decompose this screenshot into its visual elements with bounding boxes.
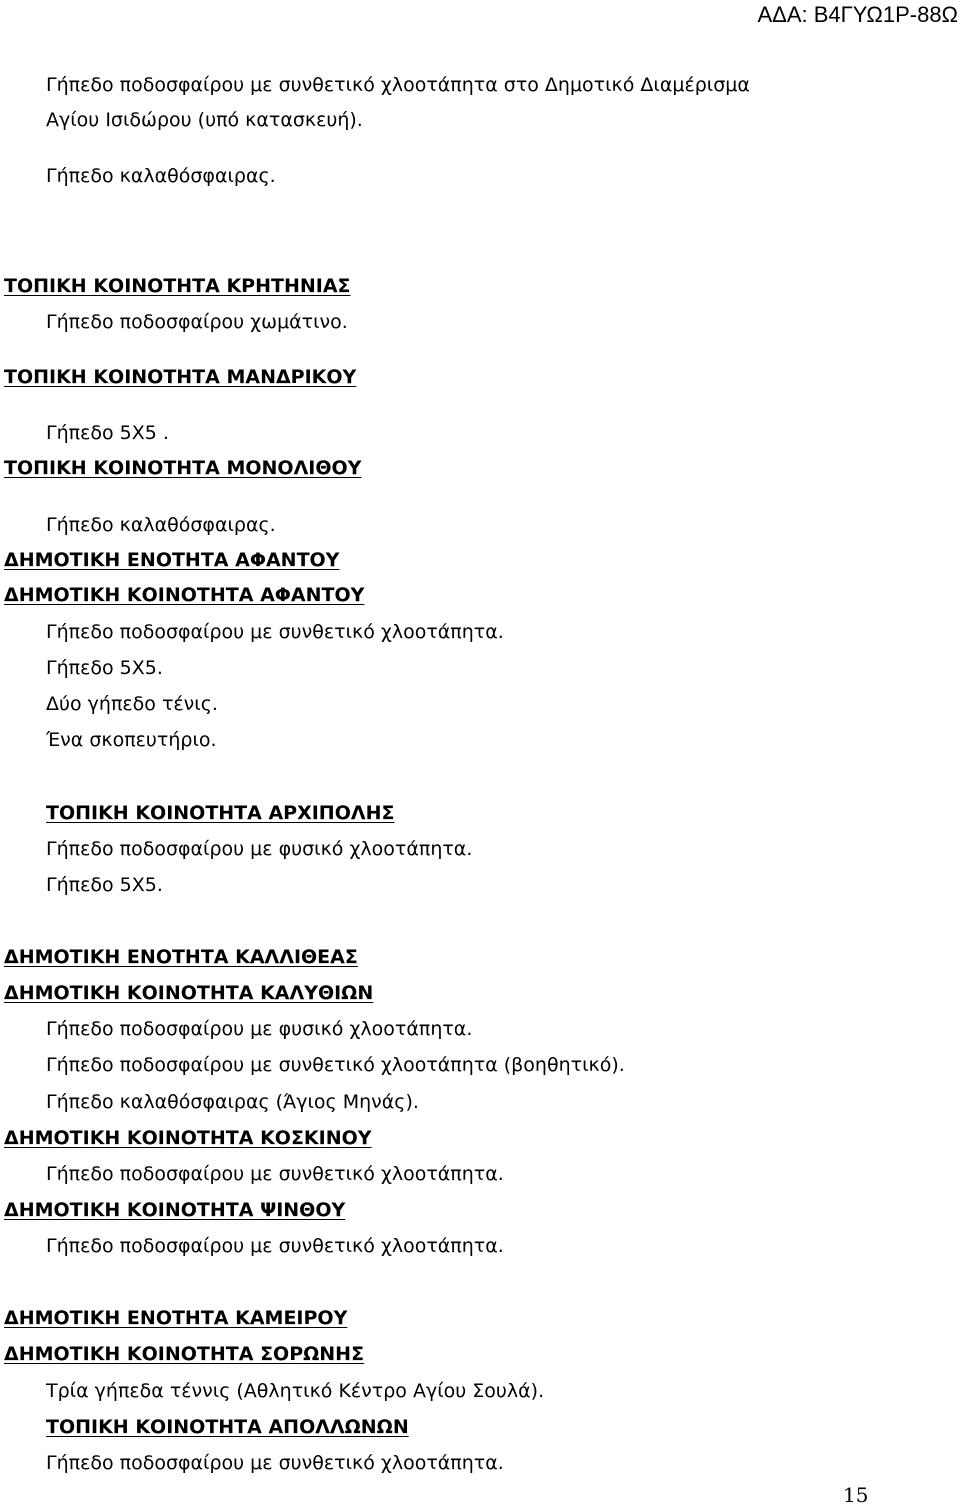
body-line: Γήπεδο ποδοσφαίρου με συνθετικό χλοοτάπητα. [46, 1163, 504, 1185]
section-heading-archipolis: ΤΟΠΙΚΗ ΚΟΙΝΟΤΗΤΑ ΑΡΧΙΠΟΛΗΣ [46, 802, 395, 824]
body-line: Γήπεδο ποδοσφαίρου με συνθετικό χλοοτάπητα. [46, 1452, 504, 1474]
body-line: Δύο γήπεδο τένις. [46, 693, 218, 715]
section-heading-dk-afantou: ΔΗΜΟΤΙΚΗ ΚΟΙΝΟΤΗΤΑ ΑΦΑΝΤΟΥ [4, 584, 365, 606]
body-line: Γήπεδο ποδοσφαίρου με συνθετικό χλοοτάπητα. [46, 621, 504, 643]
body-line: Γήπεδο καλαθόσφαιρας (Άγιος Μηνάς). [46, 1091, 419, 1113]
body-line: Γήπεδο 5Χ5. [46, 874, 163, 896]
section-heading-monolithou: ΤΟΠΙΚΗ ΚΟΙΝΟΤΗΤΑ ΜΟΝΟΛΙΘΟΥ [4, 457, 362, 479]
section-heading-de-afantou: ΔΗΜΟΤΙΚΗ ΕΝΟΤΗΤΑ ΑΦΑΝΤΟΥ [4, 549, 340, 571]
section-heading-dk-kalythion: ΔΗΜΟΤΙΚΗ ΚΟΙΝΟΤΗΤΑ ΚΑΛΥΘΙΩΝ [4, 982, 374, 1004]
body-line: Γήπεδο 5Χ5 . [46, 422, 169, 444]
section-heading-de-kameirou: ΔΗΜΟΤΙΚΗ ΕΝΟΤΗΤΑ ΚΑΜΕΙΡΟΥ [4, 1307, 348, 1329]
body-line: Αγίου Ισιδώρου (υπό κατασκευή). [46, 109, 363, 131]
body-line: Γήπεδο 5Χ5. [46, 657, 163, 679]
body-line: Τρία γήπεδα τέννις (Αθλητικό Κέντρο Αγίου Σουλά). [46, 1380, 545, 1402]
section-heading-kritinias: ΤΟΠΙΚΗ ΚΟΙΝΟΤΗΤΑ ΚΡΗΤΗΝΙΑΣ [4, 275, 351, 297]
body-line: Γήπεδο ποδοσφαίρου με φυσικό χλοοτάπητα. [46, 1018, 473, 1040]
body-line: Γήπεδο ποδοσφαίρου με συνθετικό χλοοτάπητα (βοηθητικό). [46, 1054, 625, 1076]
section-heading-de-kallitheas: ΔΗΜΟΤΙΚΗ ΕΝΟΤΗΤΑ ΚΑΛΛΙΘΕΑΣ [4, 946, 358, 968]
section-heading-mandrikou: ΤΟΠΙΚΗ ΚΟΙΝΟΤΗΤΑ ΜΑΝΔΡΙΚΟΥ [4, 366, 357, 388]
section-heading-dk-koskinou: ΔΗΜΟΤΙΚΗ ΚΟΙΝΟΤΗΤΑ ΚΟΣΚΙΝΟΥ [4, 1127, 372, 1149]
section-heading-apollonon: ΤΟΠΙΚΗ ΚΟΙΝΟΤΗΤΑ ΑΠΟΛΛΩΝΩΝ [46, 1416, 409, 1438]
body-line: Γήπεδο καλαθόσφαιρας. [46, 514, 276, 536]
body-line: Γήπεδο καλαθόσφαιρας. [46, 165, 276, 187]
ada-code: ΑΔΑ: Β4ΓΥΩ1Ρ-88Ω [757, 2, 958, 27]
section-heading-dk-soronis: ΔΗΜΟΤΙΚΗ ΚΟΙΝΟΤΗΤΑ ΣΟΡΩΝΗΣ [4, 1343, 365, 1365]
page-number: 15 [843, 1483, 869, 1507]
body-line: Γήπεδο ποδοσφαίρου με συνθετικό χλοοτάπητα στο Δημοτικό Διαμέρισμα [46, 74, 750, 96]
body-line: Ένα σκοπευτήριο. [46, 729, 217, 751]
body-line: Γήπεδο ποδοσφαίρου με συνθετικό χλοοτάπητα. [46, 1235, 504, 1257]
body-line: Γήπεδο ποδοσφαίρου με φυσικό χλοοτάπητα. [46, 838, 473, 860]
body-line: Γήπεδο ποδοσφαίρου χωμάτινο. [46, 311, 348, 333]
section-heading-dk-psinthou: ΔΗΜΟΤΙΚΗ ΚΟΙΝΟΤΗΤΑ ΨΙΝΘΟΥ [4, 1199, 346, 1221]
